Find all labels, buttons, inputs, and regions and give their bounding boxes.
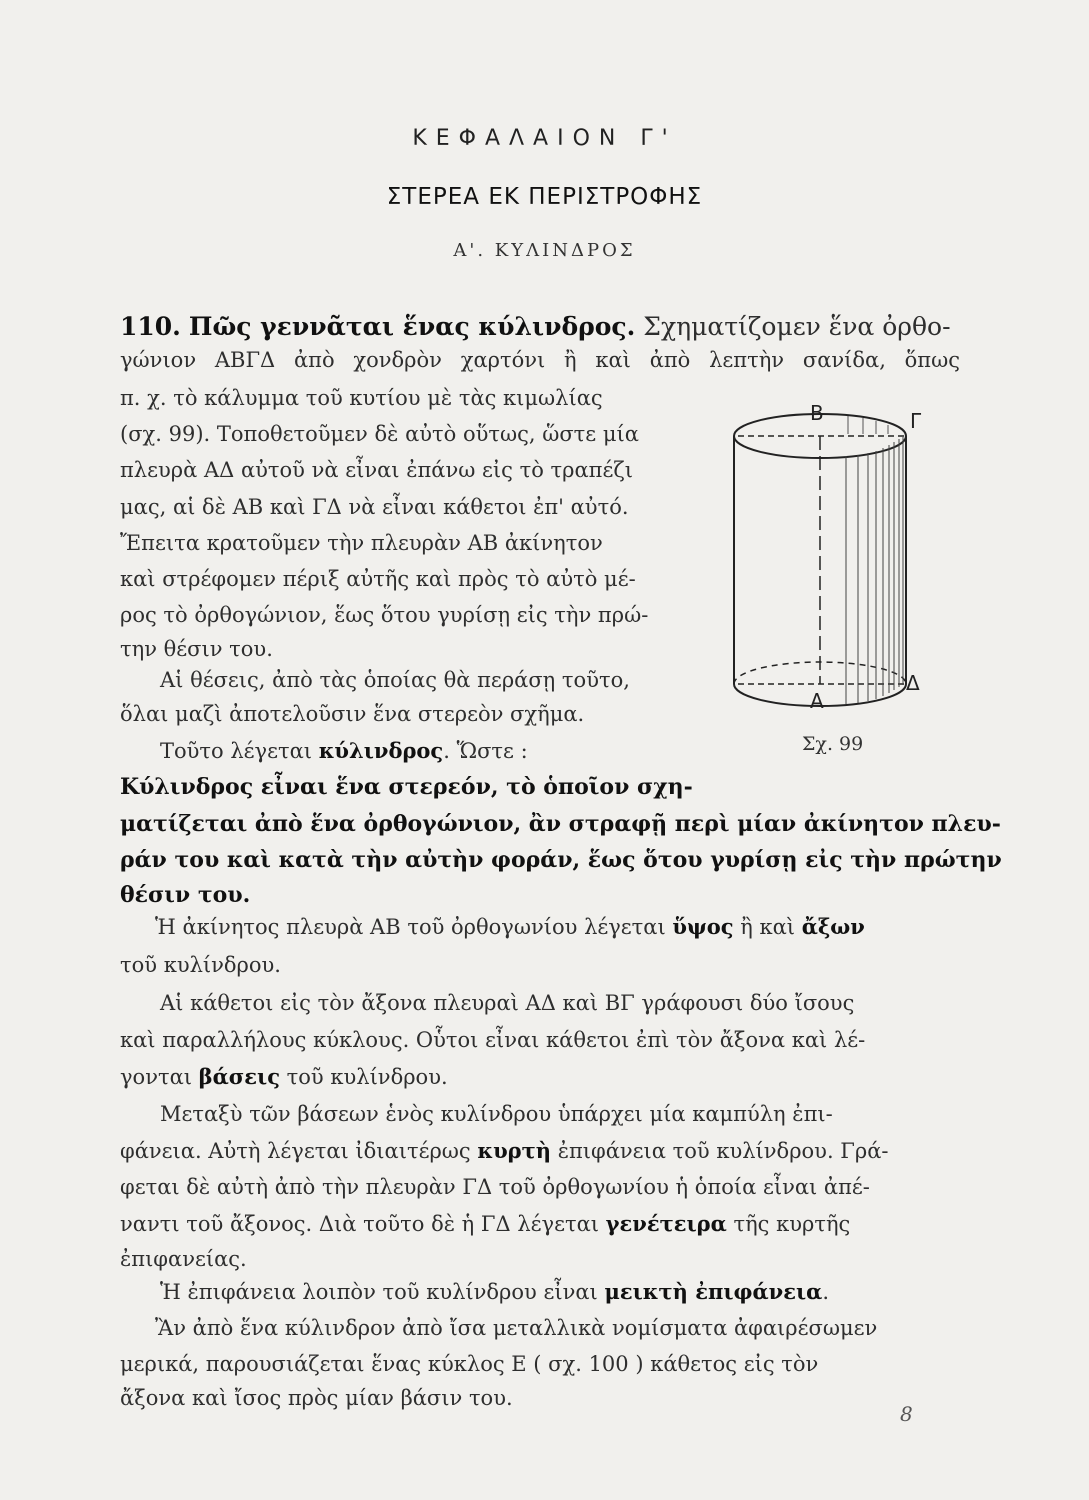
text-line: ναντι τοῦ ἄξονος. Διὰ τοῦτο δὲ ἡ ΓΔ λέγεται γενέτειρα τῆς κυρτῆς <box>120 1211 851 1236</box>
text-line: καὶ στρέφομεν πέριξ αὐτῆς καὶ πρὸς τὸ αὐτὸ μέ- <box>120 567 636 591</box>
text-line: ἐπιφανείας. <box>120 1247 247 1271</box>
text-line: φάνεια. Αὐτὴ λέγεται ἰδιαιτέρως κυρτὴ ἐπιφάνεια τοῦ κυλίνδρου. Γρά- <box>120 1138 889 1163</box>
page-title: ΣΤΕΡΕΑ ΕΚ ΠΕΡΙΣΤΡΟΦΗΣ <box>386 184 703 210</box>
chapter-heading: ΚΕΦΑΛΑΙΟΝ Γ' <box>412 126 677 151</box>
label-d: Δ <box>906 671 920 695</box>
text-line: Ἂν ἀπὸ ἕνα κύλινδρον ἀπὸ ἴσα μεταλλικὰ νομίσματα ἀφαιρέσωμεν <box>155 1316 878 1340</box>
section-heading <box>120 314 951 339</box>
text-line: Τοῦτο λέγεται κύλινδρος. Ὥστε : <box>160 738 528 763</box>
label-g: Γ <box>910 409 922 433</box>
text-line: την θέσιν του. <box>120 637 273 661</box>
text-line: (σχ. 99). Τοποθετοῦμεν δὲ αὐτὸ οὕτως, ὥστε μία <box>120 422 639 446</box>
section-subtitle: Α'. ΚΥΛΙΝΔΡΟΣ <box>453 240 636 261</box>
text-line: γώνιον ΑΒΓΔ ἀπὸ χονδρὸν χαρτόνι ἢ καὶ ἀπὸ λεπτὴν σανίδα, ὅπως <box>120 348 960 372</box>
text-line: Ἔπειτα κρατοῦμεν τὴν πλευρὰν ΑΒ ἀκίνητον <box>120 531 603 555</box>
text-line: ρος τὸ ὀρθογώνιον, ἕως ὅτου γυρίσῃ εἰς τὴν πρώ- <box>120 603 649 627</box>
text-line: φεται δὲ αὐτὴ ἀπὸ τὴν πλευρὰν ΓΔ τοῦ ὀρθογωνίου ἡ ὁποία εἶναι ἀπέ- <box>120 1175 870 1199</box>
text-line: καὶ παραλλήλους κύκλους. Οὗτοι εἶναι κάθετοι ἐπὶ τὸν ἄξονα καὶ λέ- <box>120 1028 866 1052</box>
label-b: Β <box>810 401 824 425</box>
definition-line: ράν του καὶ κατὰ τὴν αὐτὴν φοράν, ἕως ὅτου γυρίσῃ εἰς τὴν πρώτην <box>120 847 1002 873</box>
text-line: ἄξονα καὶ ἴσος πρὸς μίαν βάσιν του. <box>120 1386 513 1410</box>
section-heading-text: Πῶς γεννᾶται ἕνας κύλινδρος. <box>188 312 636 341</box>
text-line: γονται βάσεις τοῦ κυλίνδρου. <box>120 1064 448 1089</box>
cylinder-figure <box>718 378 928 723</box>
text-line: ὅλαι μαζὶ ἀποτελοῦσιν ἕνα στερεὸν σχῆμα. <box>120 702 585 726</box>
text-line: Ἡ ἀκίνητος πλευρὰ ΑΒ τοῦ ὀρθογωνίου λέγεται ὕψος ἢ καὶ ἄξων <box>155 914 865 939</box>
text-line: τοῦ κυλίνδρου. <box>120 953 281 977</box>
section-number: 110. <box>120 312 181 341</box>
text-line: Αἱ θέσεις, ἀπὸ τὰς ὁποίας θὰ περάσῃ τοῦτο, <box>160 668 630 692</box>
text-line: π. χ. τὸ κάλυμμα τοῦ κυτίου μὲ τὰς κιμωλίας <box>120 386 603 410</box>
text-line: μερικά, παρουσιάζεται ἕνας κύκλος Ε ( σχ. 100 ) κάθετος εἰς τὸν <box>120 1352 819 1376</box>
label-a: Α <box>810 689 824 713</box>
figure-caption: Σχ. 99 <box>802 733 864 755</box>
text-line: πλευρὰ ΑΔ αὐτοῦ νὰ εἶναι ἐπάνω εἰς τὸ τραπέζι <box>120 458 633 482</box>
definition-line: ματίζεται ἀπὸ ἕνα ὀρθογώνιον, ἂν στραφῇ περὶ μίαν ἀκίνητον πλευ- <box>120 811 1001 837</box>
text-line: Σχηματίζομεν ἕνα ὀρθο- <box>643 312 951 341</box>
text-line: Μεταξὺ τῶν βάσεων ἑνὸς κυλίνδρου ὑπάρχει μία καμπύλη ἐπι- <box>160 1102 833 1126</box>
text-line: μας, αἱ δὲ ΑΒ καὶ ΓΔ νὰ εἶναι κάθετοι ἐπ' αὐτό. <box>120 495 629 519</box>
text-line: Αἱ κάθετοι εἰς τὸν ἄξονα πλευραὶ ΑΔ καὶ ΒΓ γράφουσι δύο ἴσους <box>160 991 855 1015</box>
text-line: Ἡ ἐπιφάνεια λοιπὸν τοῦ κυλίνδρου εἶναι μεικτὴ ἐπιφάνεια. <box>160 1279 830 1304</box>
page-number: 8 <box>900 1402 913 1426</box>
definition-line: θέσιν του. <box>120 882 251 908</box>
definition-line: Κύλινδρος εἶναι ἕνα στερεόν, τὸ ὁποῖον σχη- <box>120 774 693 800</box>
